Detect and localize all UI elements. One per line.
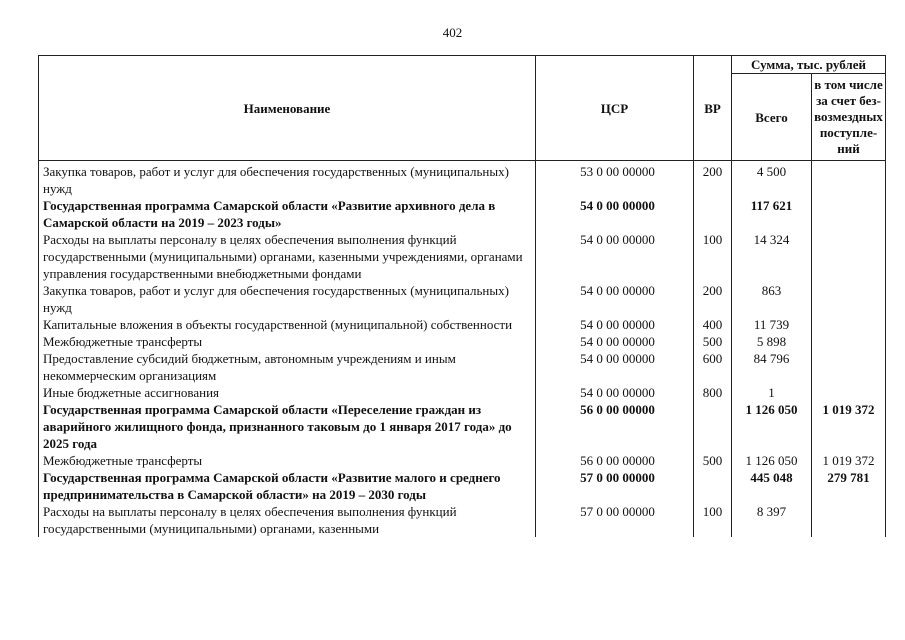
row-vr: 200 (694, 282, 732, 316)
row-csr: 54 0 00 00000 (536, 197, 694, 231)
row-vr: 100 (694, 503, 732, 537)
row-free-receipts: 279 781 (812, 469, 886, 503)
budget-table (38, 55, 886, 537)
row-total: 117 621 (732, 197, 812, 231)
row-csr: 57 0 00 00000 (536, 469, 694, 503)
row-total: 1 126 050 (732, 452, 812, 469)
table-row (39, 231, 886, 282)
row-total: 11 739 (732, 316, 812, 333)
row-csr: 56 0 00 00000 (536, 401, 694, 452)
row-free-receipts (812, 161, 886, 198)
row-name: Государственная программа Самарской области «Развитие малого и среднего предпринимательства в Самарской области» на 2019 – 2030 годы (39, 469, 536, 503)
header-total: Всего (732, 74, 812, 161)
row-free-receipts: 1 019 372 (812, 452, 886, 469)
row-csr: 54 0 00 00000 (536, 384, 694, 401)
table-row (39, 316, 886, 333)
row-csr: 54 0 00 00000 (536, 231, 694, 282)
table-body (39, 161, 886, 538)
row-free-receipts (812, 350, 886, 384)
row-total: 4 500 (732, 161, 812, 198)
row-free-receipts (812, 384, 886, 401)
row-name: Капитальные вложения в объекты государственной (муниципальной) собственности (39, 316, 536, 333)
row-vr: 200 (694, 161, 732, 198)
header-sum-group: Сумма, тыс. рублей (732, 56, 886, 74)
row-free-receipts (812, 231, 886, 282)
row-name: Расходы на выплаты персоналу в целях обеспечения выполнения функций государственными (муниципальными) органами, казенными учреждениями, органами управления государственными внебюджетными фондами (39, 231, 536, 282)
row-csr: 56 0 00 00000 (536, 452, 694, 469)
row-vr (694, 469, 732, 503)
row-total: 1 126 050 (732, 401, 812, 452)
row-total: 1 (732, 384, 812, 401)
row-name: Предоставление субсидий бюджетным, автономным учреждениям и иным некоммерческим организациям (39, 350, 536, 384)
table-row (39, 350, 886, 384)
row-total: 84 796 (732, 350, 812, 384)
table-row (39, 503, 886, 537)
row-name: Иные бюджетные ассигнования (39, 384, 536, 401)
row-csr: 54 0 00 00000 (536, 350, 694, 384)
header-csr: ЦСР (536, 56, 694, 161)
row-csr: 54 0 00 00000 (536, 333, 694, 350)
row-name: Расходы на выплаты персоналу в целях обеспечения выполнения функций государственными (муниципальными) органами, казенными (39, 503, 536, 537)
row-name: Межбюджетные трансферты (39, 452, 536, 469)
row-name: Государственная программа Самарской области «Развитие архивного дела в Самарской области на 2019 – 2023 годы» (39, 197, 536, 231)
row-name: Закупка товаров, работ и услуг для обеспечения государственных (муниципальных) нужд (39, 161, 536, 198)
header-vr: ВР (694, 56, 732, 161)
row-vr (694, 197, 732, 231)
row-csr: 57 0 00 00000 (536, 503, 694, 537)
row-name: Закупка товаров, работ и услуг для обеспечения государственных (муниципальных) нужд (39, 282, 536, 316)
table-row (39, 333, 886, 350)
row-csr: 53 0 00 00000 (536, 161, 694, 198)
row-name: Государственная программа Самарской области «Переселение граждан из аварийного жилищного фонда, признанного таковым до 1 января 2017 года» до 2025 года (39, 401, 536, 452)
table-row (39, 282, 886, 316)
row-total: 445 048 (732, 469, 812, 503)
table-row (39, 452, 886, 469)
row-total: 5 898 (732, 333, 812, 350)
header-name: Наименование (39, 56, 536, 161)
table-row (39, 161, 886, 198)
table-header (39, 56, 886, 161)
table-row (39, 469, 886, 503)
row-vr: 400 (694, 316, 732, 333)
header-free-receipts: в том числе за счет без-возмездных поступле-ний (812, 74, 886, 161)
row-free-receipts (812, 333, 886, 350)
row-vr: 500 (694, 333, 732, 350)
row-name: Межбюджетные трансферты (39, 333, 536, 350)
row-vr (694, 401, 732, 452)
row-total: 8 397 (732, 503, 812, 537)
row-total: 14 324 (732, 231, 812, 282)
row-free-receipts (812, 316, 886, 333)
table-row (39, 401, 886, 452)
row-csr: 54 0 00 00000 (536, 316, 694, 333)
row-csr: 54 0 00 00000 (536, 282, 694, 316)
row-free-receipts (812, 282, 886, 316)
page-number: 402 (442, 25, 463, 40)
row-vr: 800 (694, 384, 732, 401)
table-row (39, 197, 886, 231)
row-vr: 500 (694, 452, 732, 469)
row-vr: 600 (694, 350, 732, 384)
table-row (39, 384, 886, 401)
row-total: 863 (732, 282, 812, 316)
row-free-receipts (812, 197, 886, 231)
row-free-receipts: 1 019 372 (812, 401, 886, 452)
row-vr: 100 (694, 231, 732, 282)
row-free-receipts (812, 503, 886, 537)
